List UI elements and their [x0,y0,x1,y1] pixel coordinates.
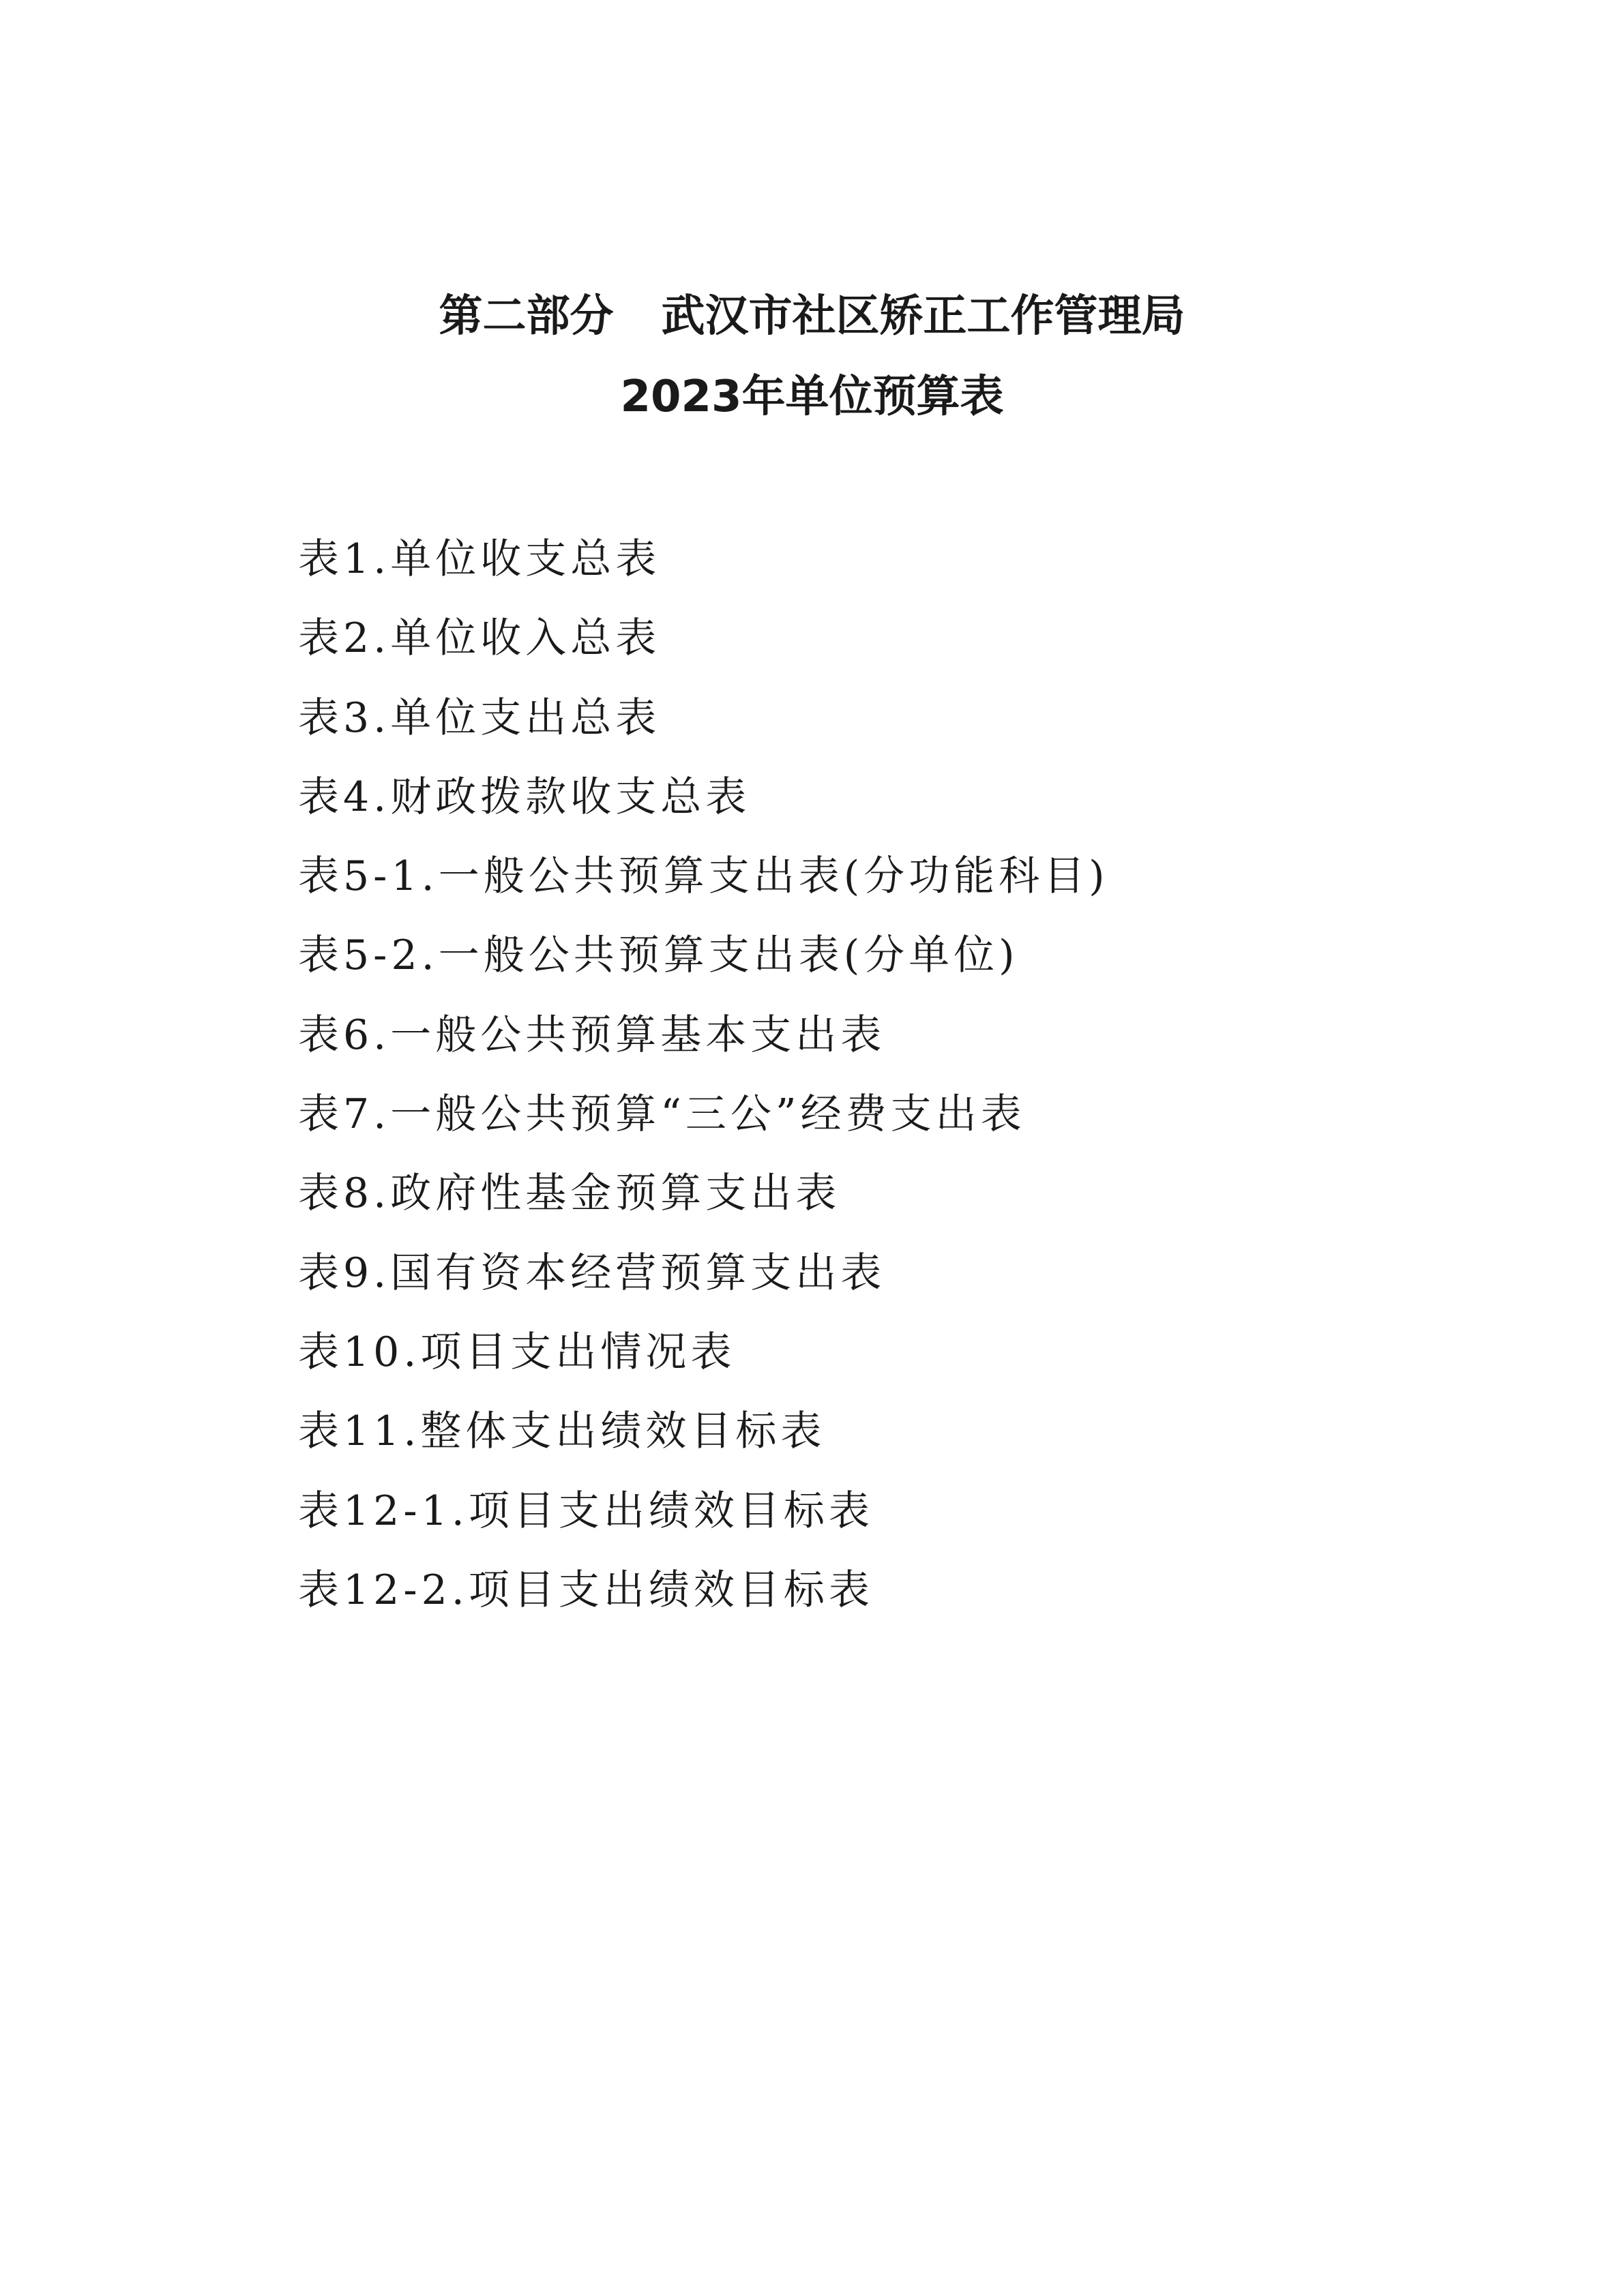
toc-item: 表5-1.一般公共预算支出表(分功能科目) [298,852,1109,901]
table-of-contents [298,520,1526,1630]
toc-item: 表5-2.一般公共预算支出表(分单位) [298,931,1019,980]
toc-item: 表4.财政拨款收支总表 [298,773,751,821]
toc-item: 表11.整体支出绩效目标表 [298,1407,826,1456]
toc-item: 表7.一般公共预算“三公”经费支出表 [298,1090,1026,1139]
toc-item: 表3.单位支出总表 [298,694,661,742]
toc-item: 表9.国有资本经营预算支出表 [298,1249,886,1297]
toc-item: 表2.单位收入总表 [298,614,661,663]
title-organization: 武汉市社区矫正工作管理局 [661,291,1185,342]
page-subtitle: 2023年单位预算表 [620,372,1004,422]
page-title [0,276,1624,357]
title-part: 第二部分 [439,291,614,342]
document-header [0,276,1624,437]
toc-item: 表6.一般公共预算基本支出表 [298,1011,886,1059]
toc-item: 表12-1.项目支出绩效目标表 [298,1487,874,1535]
toc-item: 表8.政府性基金预算支出表 [298,1169,841,1218]
toc-item: 表1.单位收支总表 [298,535,661,583]
toc-item: 表12-2.项目支出绩效目标表 [298,1566,874,1614]
toc-item: 表10.项目支出情况表 [298,1328,736,1376]
